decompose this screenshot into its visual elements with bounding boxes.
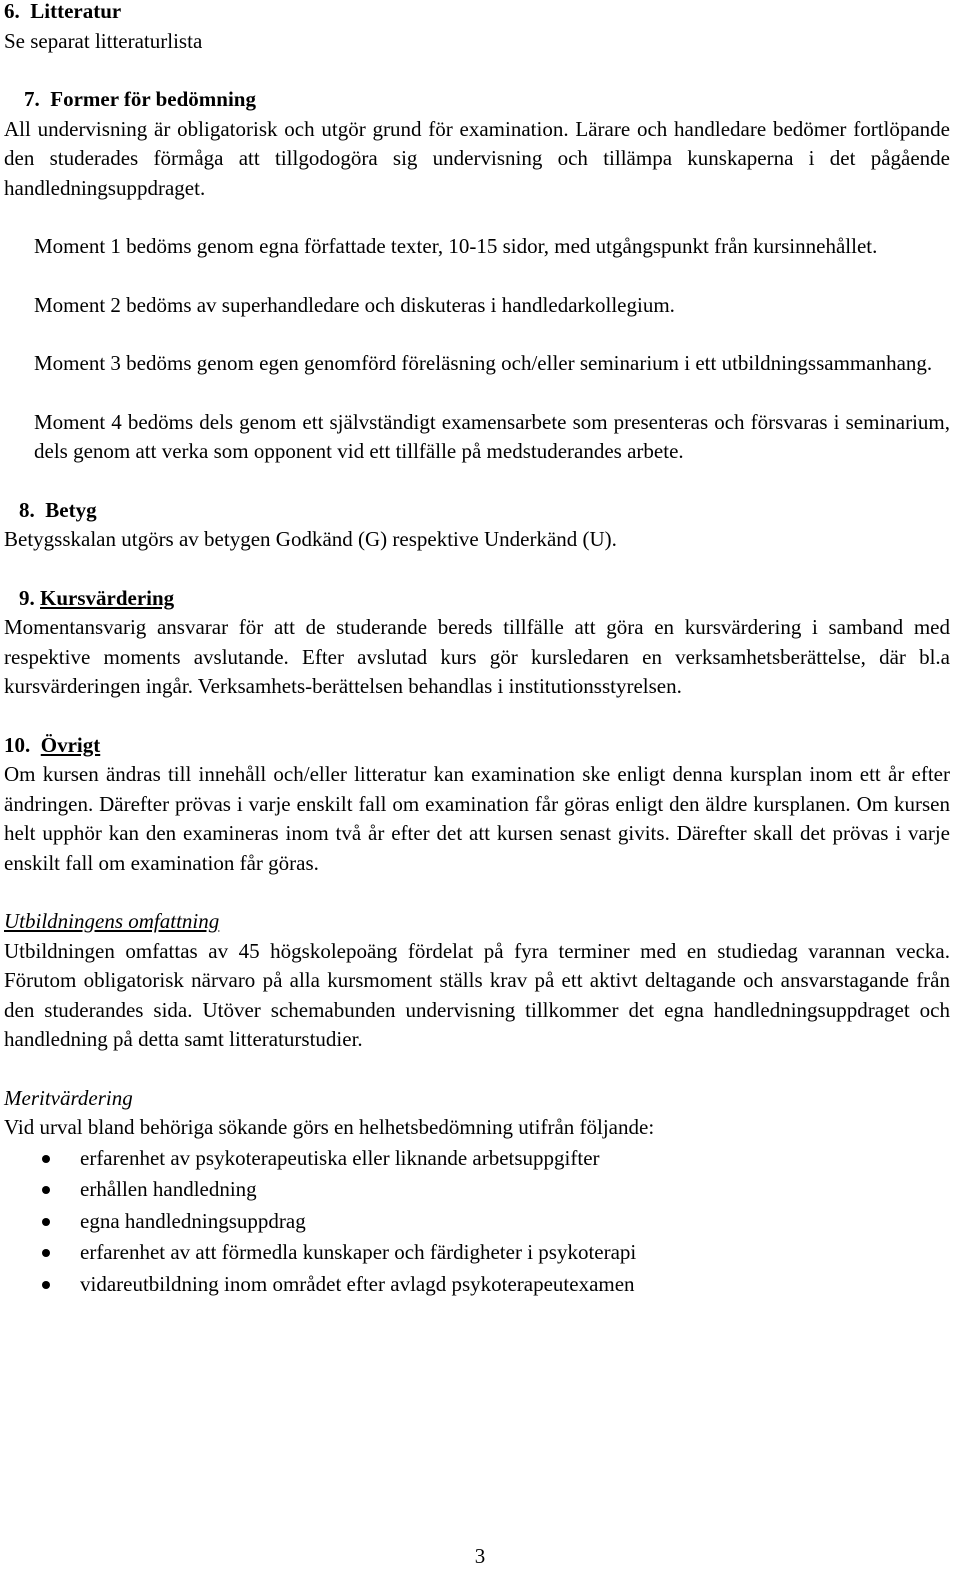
omfattning-heading: Utbildningens omfattning <box>4 909 220 933</box>
section-9-heading <box>4 584 950 614</box>
section-10-text: Om kursen ändras till innehåll och/eller litteratur kan examination ske enligt denna kursplan inom ett år efter ändringen. Därefter prövas i varje enskilt fall om examination får göras enligt den äldre kursplanen. Om kursen helt upphör kan den examineras inom två år efter det att kursen senast givits. Därefter skall det prövas i varje enskilt fall om examination får göras. <box>4 762 950 875</box>
list-item <box>4 1143 950 1175</box>
list-item <box>4 1269 950 1301</box>
list-item-text: vidareutbildning inom området efter avlagd psykoterapeutexamen <box>80 1271 635 1296</box>
section-6-text: Se separat litteraturlista <box>4 28 203 53</box>
list-item-text: egna handledningsuppdrag <box>80 1208 306 1233</box>
moment-4-text: Moment 4 bedöms dels genom ett självständigt examensarbete som presenteras och försvaras i seminarium, dels genom att verka som opponent vid ett tillfälle på medstuderandes arbete. <box>34 409 950 463</box>
section-10-heading <box>4 731 950 761</box>
bullet-icon <box>42 1281 50 1289</box>
page-number: 3 <box>474 1544 486 1568</box>
section-7-number: 7. <box>24 87 40 111</box>
list-item <box>4 1206 950 1238</box>
moment-2-text: Moment 2 bedöms av superhandledare och diskuteras i handledarkollegium. <box>34 292 675 317</box>
merit-list <box>4 1143 950 1301</box>
list-item <box>4 1174 950 1206</box>
section-6-heading <box>4 0 950 27</box>
section-8-text: Betygsskalan utgörs av betygen Godkänd (G) respektive Underkänd (U). <box>4 527 617 551</box>
list-item-text: erfarenhet av att förmedla kunskaper och färdigheter i psykoterapi <box>80 1240 637 1264</box>
document-page <box>4 0 950 1300</box>
section-9-number: 9. <box>19 585 35 610</box>
section-9-text: Momentansvarig ansvarar för att de studerande bereds tillfälle att göra en kursvärdering i samband med respektive moments avslutande. Efter avslutad kurs gör kursledaren en verksamhetsberättelse, där bl.a kursvärderingen ingår. Verksamhets-berättelsen behandlas i institutionsstyrelsen. <box>4 615 950 698</box>
section-8-number: 8. <box>19 497 35 522</box>
section-10-number: 10. <box>4 732 31 757</box>
omfattning-text: Utbildningen omfattas av 45 högskolepoäng fördelat på fyra terminer med en studiedag varannan vecka. Förutom obligatorisk närvaro på alla kursmoment ställs krav på ett aktivt deltagande och ansvarstagande från den studerandes sida. Utöver schemabunden undervisning tillkommer det egna handledningsuppdraget och handledning på detta samt litteraturstudier. <box>4 938 950 1051</box>
section-8-heading <box>4 496 950 526</box>
bullet-icon <box>42 1218 50 1226</box>
bullet-icon <box>42 1155 50 1163</box>
section-7-title: Former för bedömning <box>50 87 256 111</box>
section-6-title: Litteratur <box>30 0 122 23</box>
section-9-title: Kursvärdering <box>40 585 175 610</box>
section-8-title: Betyg <box>45 497 97 522</box>
section-7-heading <box>4 85 950 115</box>
moment-3-text: Moment 3 bedöms genom egen genomförd föreläsning och/eller seminarium i ett utbildningssammanhang. <box>34 351 933 375</box>
bullet-icon <box>42 1249 50 1257</box>
list-item-text: erfarenhet av psykoterapeutiska eller liknande arbetsuppgifter <box>80 1145 600 1170</box>
merit-intro: Vid urval bland behöriga sökande görs en helhetsbedömning utifrån följande: <box>4 1115 655 1139</box>
list-item-text: erhållen handledning <box>80 1177 257 1201</box>
moment-1-text: Moment 1 bedöms genom egna författade texter, 10-15 sidor, med utgångspunkt från kursinnehållet. <box>34 234 878 258</box>
section-7-text: All undervisning är obligatorisk och utgör grund för examination. Lärare och handledare bedömer fortlöpande den studerades förmåga att tillgodogöra sig undervisning och tillämpa kunskaperna i det pågående handledningsuppdraget. <box>4 116 950 200</box>
section-10-title: Övrigt <box>40 732 101 757</box>
list-item <box>4 1237 950 1269</box>
merit-heading: Meritvärdering <box>4 1085 133 1110</box>
section-6-number: 6. <box>4 0 20 23</box>
bullet-icon <box>42 1186 50 1194</box>
